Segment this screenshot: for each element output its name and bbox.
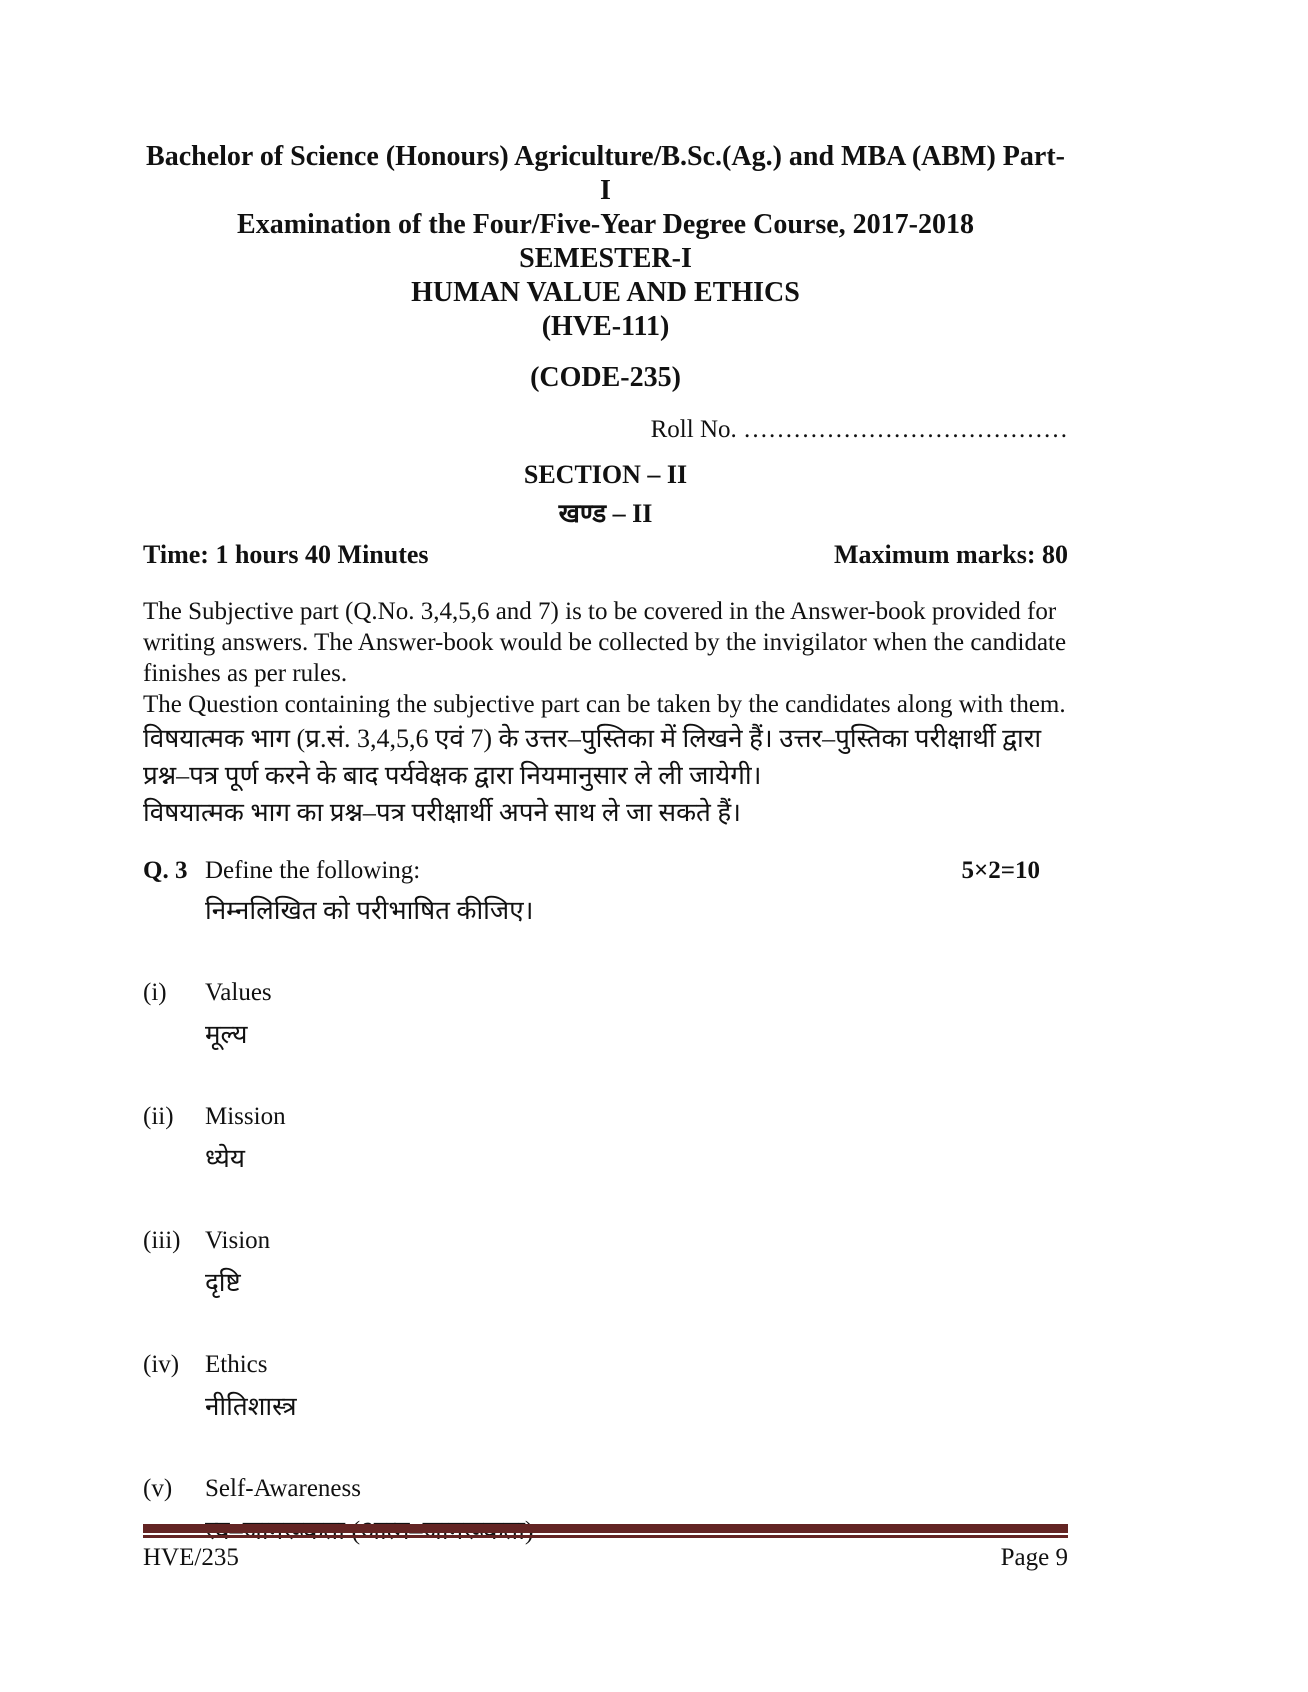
instruction-hindi-2: विषयात्मक भाग का प्रश्न–पत्र परीक्षार्थी अपने साथ ले जा सकते हैं। xyxy=(143,798,742,827)
question-number: Q. 3 xyxy=(143,857,188,884)
time-allowed: Time: 1 hours 40 Minutes xyxy=(143,540,429,569)
page-footer xyxy=(143,1524,1068,1572)
item-row xyxy=(143,1227,1068,1255)
footer-rule-thin xyxy=(143,1535,1068,1538)
instruction-english-1: The Subjective part (Q.No. 3,4,5,6 and 7) is to be covered in the Answer-book provided for writing answers. The Answer-book would be collected by the invigilator when the candidate finishes as per rules. xyxy=(143,598,1067,687)
degree-title-line2: Examination of the Four/Five-Year Degree Course, 2017-2018 xyxy=(237,209,974,240)
paper-code: (CODE-235) xyxy=(530,362,681,393)
question-item-4 xyxy=(143,1351,1068,1423)
item-number: (i) xyxy=(143,979,167,1006)
footer-paper-ref: HVE/235 xyxy=(143,1544,239,1571)
item-row xyxy=(143,1351,1068,1379)
question-item-2 xyxy=(143,1103,1068,1175)
item-term-english: Ethics xyxy=(205,1351,268,1378)
section-title-hindi: खण्ड – II xyxy=(558,499,653,528)
footer-text-row xyxy=(143,1544,1068,1572)
item-term-english: Self-Awareness xyxy=(205,1475,361,1502)
item-term-english: Values xyxy=(205,979,272,1006)
item-row xyxy=(143,979,1068,1007)
item-term-english: Mission xyxy=(205,1103,286,1130)
roll-no-row xyxy=(143,416,1068,444)
course-title: HUMAN VALUE AND ETHICS xyxy=(411,277,800,308)
course-code: (HVE-111) xyxy=(541,311,670,342)
question-marks: 5×2=10 xyxy=(961,857,1040,884)
item-term-english: Vision xyxy=(205,1227,271,1254)
exam-header xyxy=(143,140,1068,394)
maximum-marks: Maximum marks: 80 xyxy=(834,540,1068,569)
roll-no-label: Roll No. xyxy=(650,416,737,443)
footer-page-number: Page 9 xyxy=(1000,1544,1068,1571)
instruction-english-2: The Question containing the subjective part can be taken by the candidates along with them. xyxy=(143,691,1066,718)
page-content xyxy=(143,140,1068,1547)
instructions-block xyxy=(143,596,1068,831)
item-term-hindi: नीतिशास्त्र xyxy=(205,1392,297,1421)
item-number: (ii) xyxy=(143,1103,174,1130)
section-title-english: SECTION – II xyxy=(523,460,688,489)
question-item-1 xyxy=(143,979,1068,1051)
roll-no-blank-line: ………………………………… xyxy=(743,416,1068,443)
question-text-english: Define the following: xyxy=(205,857,421,884)
item-number: (v) xyxy=(143,1475,173,1502)
item-term-hindi: ध्येय xyxy=(205,1144,245,1173)
degree-title-line1: Bachelor of Science (Honours) Agriculture/B.Sc.(Ag.) and MBA (ABM) Part-I xyxy=(146,141,1065,206)
item-number: (iv) xyxy=(143,1351,180,1378)
question-text-hindi: निम्नलिखित को परीभाषित कीजिए। xyxy=(205,896,534,925)
item-term-hindi: मूल्य xyxy=(205,1020,248,1049)
instruction-hindi-1: विषयात्मक भाग (प्र.सं. 3,4,5,6 एवं 7) के उत्तर–पुस्तिका में लिखने हैं। उत्तर–पुस्तिका परीक्षार्थी द्वारा प्रश्न–पत्र पूर्ण करने के बाद पर्यवेक्षक द्वारा नियमानुसार ले ली जायेगी। xyxy=(143,724,1042,790)
item-term-hindi: दृष्टि xyxy=(205,1268,241,1297)
question-3-row xyxy=(143,857,1068,885)
item-number: (iii) xyxy=(143,1227,181,1254)
semester-title: SEMESTER-I xyxy=(519,243,692,274)
footer-rule-thick xyxy=(143,1524,1068,1533)
item-row xyxy=(143,1475,1068,1503)
item-row xyxy=(143,1103,1068,1131)
question-item-3 xyxy=(143,1227,1068,1299)
time-marks-row xyxy=(143,540,1068,570)
